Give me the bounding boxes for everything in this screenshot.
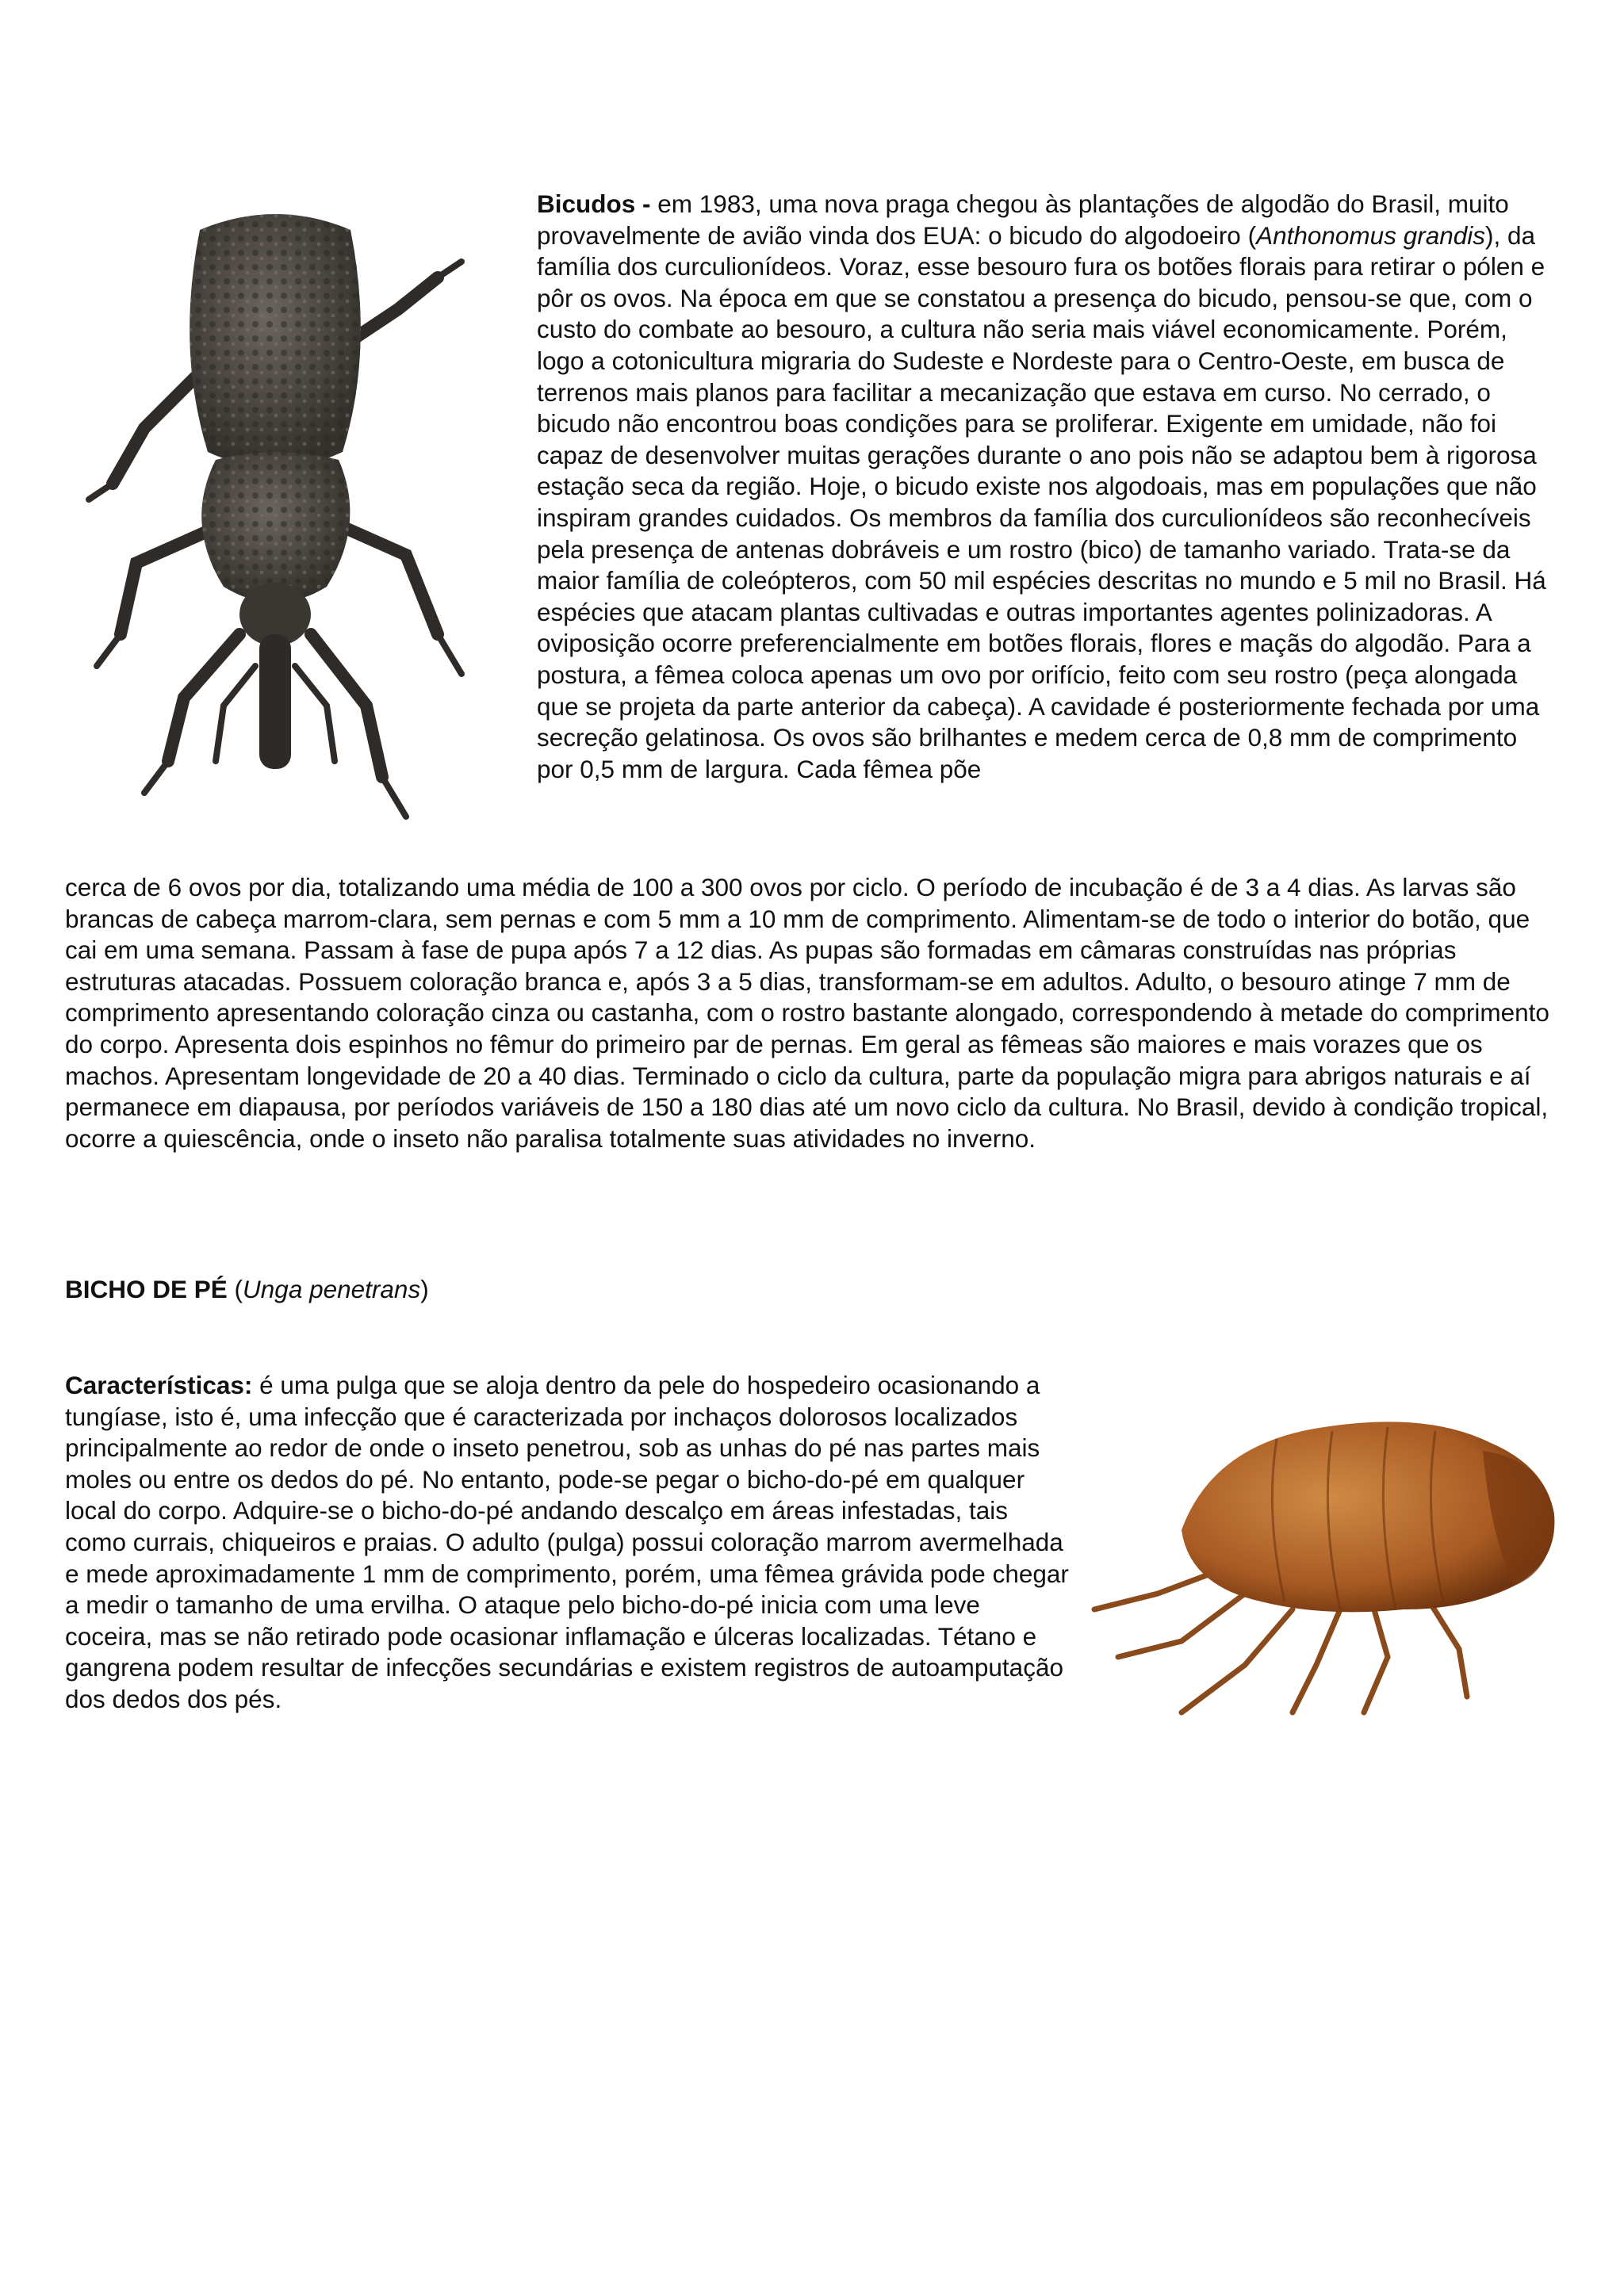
bicudos-text-2: ), da família dos curculionídeos. Voraz, esse besouro fura os botões florais para retirar o pólen e pôr os ovos. Na época em que se constatou a presença do bicudo, pensou-se que, com o custo do combate ao besouro, a cultura não seria mais viável economicamente. Porém, logo a cotonicultura migraria do Sudeste e Nordeste para o Centro-Oeste, em busca de terrenos mais planos para facilitar a mecanização que estava em curso. No cerrado, o bicudo não encontrou boas condições para se proliferar. Exigente em umidade, não foi capaz de desenvolver muitas gerações durante o ano pois não se adaptou bem à rigorosa estação seca da região. Hoje, o bicudo existe nos algodoais, mas em populações que não inspiram grandes cuidados. Os membros da família dos curculionídeos são reconhecíveis pela presença de antenas dobráveis e um rostro (bico) de tamanho variado. Trata-se da maior família de coleópteros, com 50 mil espécies descritas no mundo e 5 mil no Brasil. Há espécies que atacam plantas cultivadas e outras importantes agentes polinizadoras. A oviposição ocorre preferencialmente em botões florais, flores e maçãs do algodão. Para a postura, a fêmea coloca apenas um ovo por orifício, feito com seu rostro (peça alongada que se projeta da parte anterior da cabeça). A cavidade é posteriormente fechada por uma secreção gelatinosa. Os ovos são brilhantes e medem cerca de 0,8 mm de comprimento por 0,5 mm de largura. Cada fêmea põe: [537, 220, 1546, 783]
bicho-title-close: ): [420, 1275, 429, 1303]
bicudos-text-1: em 1983, uma nova praga chegou às plantações de algodão do Brasil, muito provavelmente de avião vinda dos EUA: o bicudo do algodoeiro (: [537, 189, 1509, 250]
caracteristicas-lead: Características:: [65, 1371, 253, 1399]
bicudos-paragraph: [537, 189, 1560, 785]
bicho-title-open: (: [227, 1275, 243, 1303]
weevil-image: [65, 190, 509, 848]
flea-image: [1086, 1395, 1562, 1720]
caracteristicas-text: é uma pulga que se aloja dentro da pele do hospedeiro ocasionando a tungíase, isto é, uma infecção que é caracterizada por inchaços dolorosos localizados principalmente ao redor de onde o inseto penetrou, sob as unhas do pé nas partes mais moles ou entre os dedos do pé. No entanto, pode-se pegar o bicho-do-pé em qualquer local do corpo. Adquire-se o bicho-do-pé andando descalço em áreas infestadas, tais como currais, chiqueiros e praias. O adulto (pulga) possui coloração marrom avermelhada e mede aproximadamente 1 mm de comprimento, porém, uma fêmea grávida pode chegar a medir o tamanho de uma ervilha. O ataque pelo bicho-do-pé inicia com uma leve coceira, mas se não retirado pode ocasionar inflamação e úlceras localizadas. Tétano e gangrena podem resultar de infecções secundárias e existem registros de autoamputação dos dedos dos pés.: [65, 1371, 1069, 1713]
bicho-scientific-name: Unga penetrans: [243, 1275, 421, 1303]
bicudos-lead: Bicudos -: [537, 189, 651, 218]
bicho-title: BICHO DE PÉ: [65, 1275, 228, 1303]
bicudos-continuation-text: cerca de 6 ovos por dia, totalizando uma média de 100 a 300 ovos por ciclo. O período de incubação é de 3 a 4 dias. As larvas são brancas de cabeça marrom-clara, sem pernas e com 5 mm a 10 mm de comprimento. Alimentam-se de todo o interior do botão, que cai em uma semana. Passam à fase de pupa após 7 a 12 dias. As pupas são formadas em câmaras construídas nas próprias estruturas atacadas. Possuem coloração branca e, após 3 a 5 dias, transformam-se em adultos. Adulto, o besouro atinge 7 mm de comprimento apresentando coloração cinza ou castanha, com o rostro bastante alongado, correspondendo à metade do comprimento do corpo. Apresenta dois espinhos no fêmur do primeiro par de pernas. Em geral as fêmeas são maiores e mais vorazes que os machos. Apresentam longevidade de 20 a 40 dias. Terminado o ciclo da cultura, parte da população migra para abrigos naturais e aí permanece em diapausa, por períodos variáveis de 150 a 180 dias até um novo ciclo da cultura. No Brasil, devido à condição tropical, ocorre a quiescência, onde o inseto não paralisa totalmente suas atividades no inverno.: [65, 873, 1549, 1153]
bicudos-scientific-name: Anthonomus grandis: [1256, 220, 1486, 250]
bicho-de-pe-paragraph: [65, 1370, 1071, 1716]
bicho-de-pe-heading: [65, 1274, 779, 1306]
bicudos-continuation: [65, 872, 1564, 1154]
